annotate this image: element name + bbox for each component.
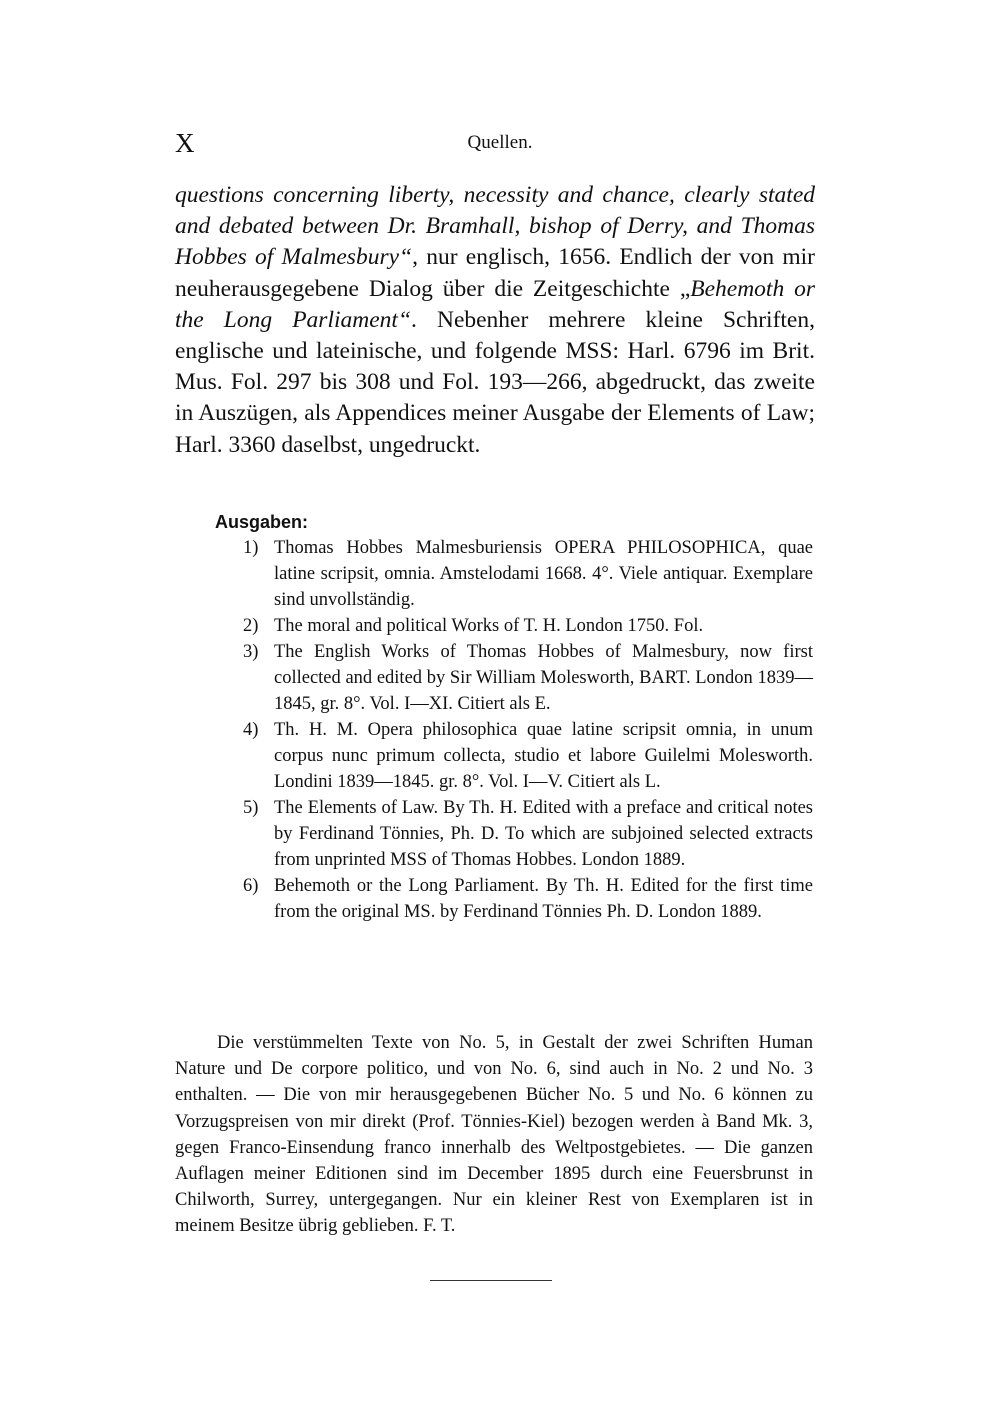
main-text-part-2: . Nebenher mehrere kleine Schriften, englische und lateinische, und folgende MSS: Harl. 6796 im Brit. Mus. Fol. 297 bis 308 und Fol. 193—266, abgedruckt, das zweite in Auszügen, als Appendices meiner Ausgabe der Elements of Law; Harl. 3360 daselbst, ungedruckt.	[175, 306, 815, 458]
italic-title-behemoth: Behemoth or the Long Parliament“	[175, 275, 815, 333]
edition-number: 2)	[243, 616, 259, 636]
closing-rule	[430, 1280, 552, 1281]
edition-text: The English Works of Thomas Hobbes of Malmesbury, now first collected and edited by Sir William Molesworth, BART. London 1839—1845, gr. 8°. Vol. I—XI. Citiert als E.	[274, 642, 813, 714]
main-paragraph	[175, 180, 815, 461]
edition-item	[243, 639, 813, 717]
edition-number: 4)	[243, 720, 259, 740]
edition-number: 1)	[243, 538, 259, 558]
closing-note: Die verstümmelten Texte von No. 5, in Gestalt der zwei Schriften Human Nature und De corpore politico, und von No. 6, sind auch in No. 2 und No. 3 enthalten. — Die von mir herausgegebenen Bücher No. 5 und No. 6 können zu Vorzugspreisen von mir direkt (Prof. Tönnies-Kiel) bezogen werden à Band Mk. 3, gegen Franco-Einsendung franco innerhalb des Weltpostgebietes. — Die ganzen Auflagen meiner Editionen sind im December 1895 durch eine Feuersbrunst in Chilworth, Surrey, untergegangen. Nur ein kleiner Rest von Exemplaren ist in meinem Besitze übrig geblieben. F. T.	[175, 1033, 813, 1237]
ausgaben-heading: Ausgaben:	[215, 512, 309, 532]
edition-text: The Elements of Law. By Th. H. Edited with a preface and critical notes by Ferdinand Tönnies, Ph. D. To which are subjoined selected extracts from unprinted MSS of Thomas Hobbes. London 1889.	[274, 798, 813, 870]
edition-text: The moral and political Works of T. H. London 1750. Fol.	[274, 616, 704, 636]
edition-item	[243, 717, 813, 795]
edition-item	[243, 535, 813, 613]
italic-title-questions: questions concerning liberty, necessity and chance, clearly stated and debated between Dr. Bramhall, bishop of Derry, and Thomas Hobbes of Malmesbury“	[175, 182, 815, 271]
edition-item	[243, 873, 813, 925]
edition-item	[243, 613, 813, 639]
page-number: X	[175, 128, 195, 158]
edition-text: Behemoth or the Long Parliament. By Th. H. Edited for the first time from the original MS. by Ferdinand Tönnies Ph. D. London 1889.	[274, 876, 813, 922]
running-head: Quellen.	[467, 132, 533, 153]
edition-item	[243, 795, 813, 873]
edition-number: 6)	[243, 876, 259, 896]
edition-number: 3)	[243, 642, 259, 662]
edition-text: Thomas Hobbes Malmesburiensis OPERA PHILOSOPHICA, quae latine scripsit, omnia. Amstelodami 1668. 4°. Viele antiquar. Exemplare sind unvollständig.	[274, 538, 813, 610]
main-text-part-1: , nur englisch, 1656. Endlich der von mir neuherausgegebene Dialog über die Zeitgeschichte „	[175, 244, 816, 302]
edition-text: Th. H. M. Opera philosophica quae latine scripsit omnia, in unum corpus nunc primum collecta, studio et labore Guilelmi Molesworth. Londini 1839—1845. gr. 8°. Vol. I—V. Citiert als L.	[274, 720, 813, 792]
edition-number: 5)	[243, 798, 259, 818]
editions-list	[243, 535, 813, 925]
